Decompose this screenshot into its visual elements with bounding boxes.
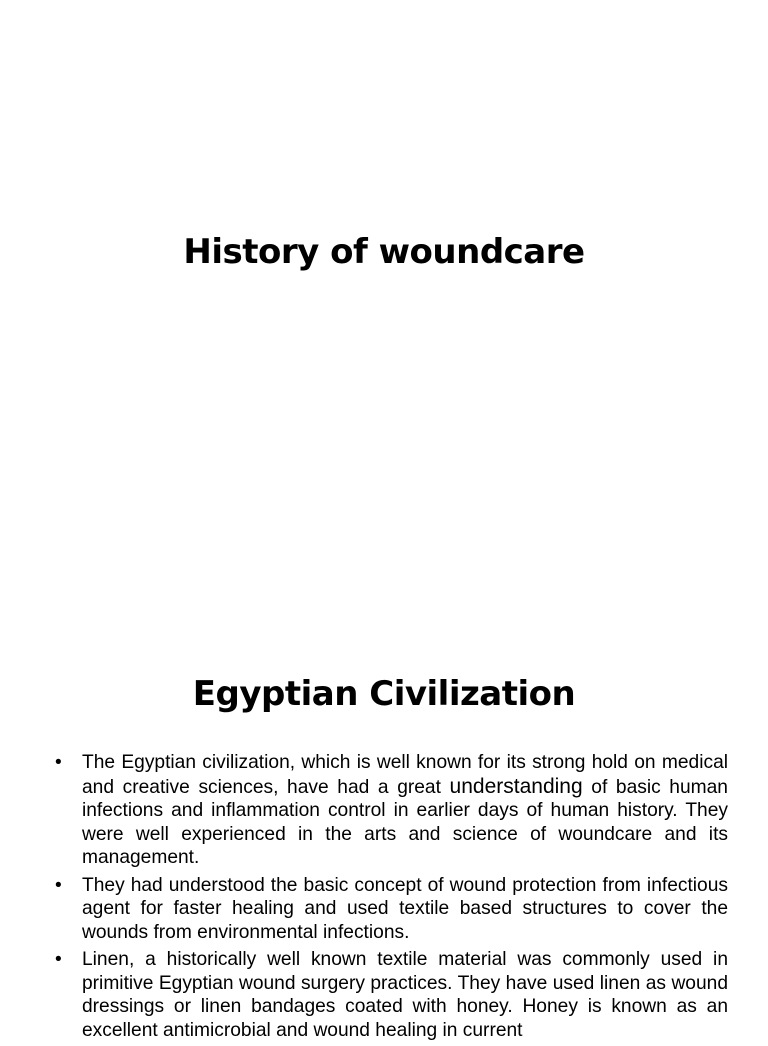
slide-2 [0, 590, 768, 1041]
bullet-text: Linen, a historically well known textile material was commonly used in primitive Egyptian wound surgery practices. They have used linen as wound dressings or linen bandages coated with honey. Honey is known as an excellent antimicrobial and wound healing in current [82, 949, 728, 1041]
bullet-text: of basic human infections and inflammation control in earlier days of human history. They were well experienced in the arts and science of woundcare and its management. [82, 776, 728, 868]
slide-title: History of woundcare [183, 232, 585, 272]
bullet-list [52, 751, 728, 1046]
bullet-text: They had understood the basic concept of wound protection from infectious agent for faster healing and used textile based structures to cover the wounds from environmental infections. [82, 874, 728, 943]
bullet-item [52, 874, 728, 945]
bullet-text: The Egyptian civilization, which is well known for its strong hold on medical and creative sciences, have had a great [82, 752, 728, 798]
bullet-emphasis: understanding [449, 774, 583, 798]
bullet-item [52, 751, 728, 870]
bullet-item [52, 948, 728, 1042]
slide-title: Egyptian Civilization [192, 674, 576, 714]
